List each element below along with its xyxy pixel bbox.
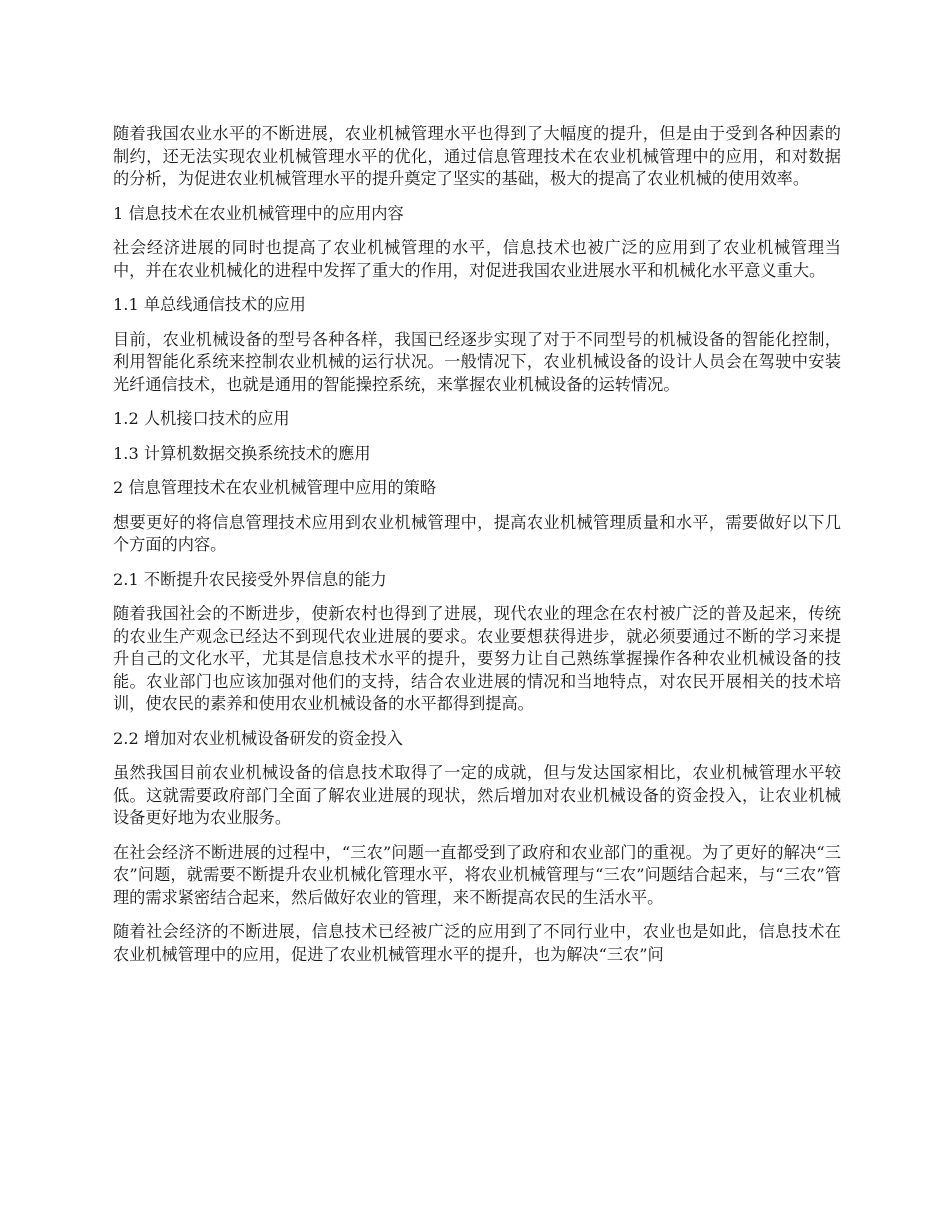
section-1-paragraph: 社会经济进展的同时也提高了农业机械管理的水平，信息技术也被广泛的应用到了农业机械管理当中，并在农业机械化的进程中发挥了重大的作用，对促进我国农业进展水平和机械化水平意义重大。 (113, 238, 841, 280)
document-page (113, 123, 841, 978)
section-heading-2: 2 信息管理技术在农业机械管理中应用的策略 (113, 478, 437, 497)
section-2-paragraph: 想要更好的将信息管理技术应用到农业机械管理中，提高农业机械管理质量和水平，需要做好以下几个方面的内容。 (113, 512, 841, 554)
section-2-2-paragraph-1: 虽然我国目前农业机械设备的信息技术取得了一定的成就，但与发达国家相比，农业机械管理水平较低。这就需要政府部门全面了解农业进展的现状，然后增加对农业机械设备的资金投入，让农业机械设备更好地为农业服务。 (113, 763, 841, 827)
section-heading-2-2: 2.2 增加对农业机械设备研发的资金投入 (113, 728, 403, 748)
section-2-2-paragraph-2: 在社会经济不断进展的过程中，“三农”问题一直都受到了政府和农业部门的重视。为了更好的解决“三农”问题，就需要不断提升农业机械化管理水平，将农业机械管理与“三农”问题结合起来，与“三农”管理的需求紧密结合起来，然后做好农业的管理，来不断提高农民的生活水平。 (113, 842, 841, 907)
section-2-1-paragraph: 随着我国社会的不断进步，使新农村也得到了进展，现代农业的理念在农村被广泛的普及起来，传统的农业生产观念已经达不到现代农业进展的要求。农业要想获得进步，就必须要通过不断的学习来提升自己的文化水平，尤其是信息技术水平的提升，要努力让自己熟练掌握操作各种农业机械设备的技能。农业部门也应该加强对他们的支持，结合农业进展的情况和当地特点，对农民开展相关的技术培训，使农民的素养和使用农业机械设备的水平都得到提高。 (113, 604, 841, 713)
section-heading-2-1: 2.1 不断提升农民接受外界信息的能力 (113, 569, 387, 589)
section-1-1-paragraph: 目前，农业机械设备的型号各种各样，我国已经逐步实现了对于不同型号的机械设备的智能化控制，利用智能化系统来控制农业机械的运行状况。一般情况下，农业机械设备的设计人员会在驾驶中安装光纤通信技术，也就是通用的智能操控系统，来掌握农业机械设备的运转情况。 (113, 329, 841, 394)
section-heading-1: 1 信息技术在农业机械管理中的应用内容 (113, 203, 404, 223)
intro-paragraph: 随着我国农业水平的不断进展，农业机械管理水平也得到了大幅度的提升，但是由于受到各种因素的制约，还无法实现农业机械管理水平的优化，通过信息管理技术在农业机械管理中的应用，和对数据的分析，为促进农业机械管理水平的提升奠定了坚实的基础，极大的提高了农业机械的使用效率。 (113, 124, 841, 188)
section-heading-1-1: 1.1 单总线通信技术的应用 (113, 295, 306, 314)
closing-paragraph: 随着社会经济的不断进展，信息技术已经被广泛的应用到了不同行业中，农业也是如此，信息技术在农业机械管理中的应用，促进了农业机械管理水平的提升，也为解决“三农”问 (113, 922, 841, 964)
section-heading-1-3: 1.3 计算机数据交换系统技术的應用 (113, 443, 371, 463)
section-heading-1-2: 1.2 人机接口技术的应用 (113, 409, 290, 428)
